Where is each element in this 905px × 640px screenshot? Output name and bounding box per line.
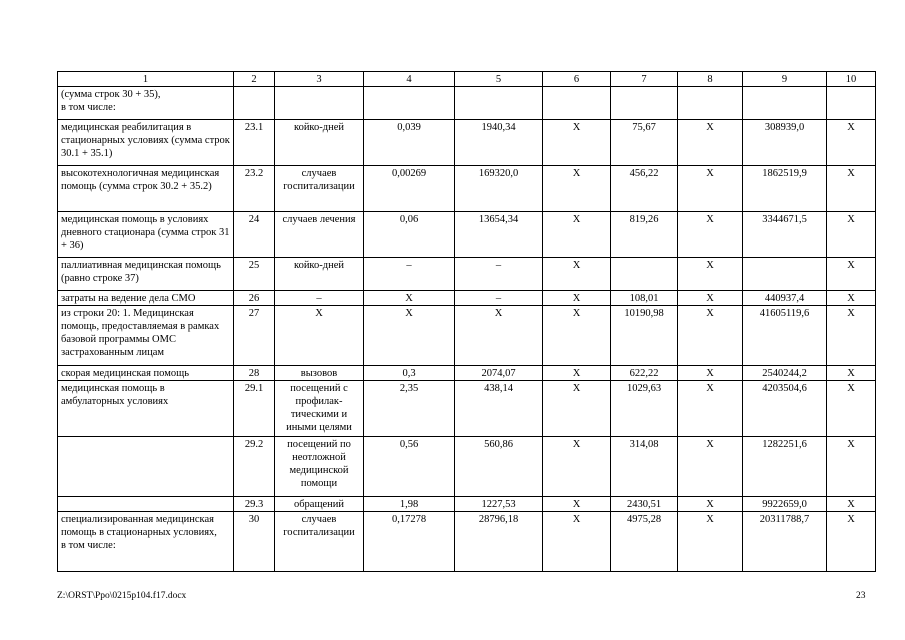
table-cell: 622,22 — [611, 366, 678, 381]
table-row — [58, 291, 876, 306]
table-cell: X — [827, 212, 876, 258]
table-cell — [678, 87, 743, 120]
table-cell: 4975,28 — [611, 512, 678, 572]
header-cell: 10 — [827, 72, 876, 87]
table-cell: X — [543, 366, 611, 381]
table-row — [58, 366, 876, 381]
table-cell: X — [543, 166, 611, 212]
table-row — [58, 258, 876, 291]
table-cell: X — [543, 212, 611, 258]
table-cell: 1,98 — [364, 497, 455, 512]
table-cell: X — [543, 258, 611, 291]
table-row — [58, 87, 876, 120]
header-cell: 1 — [58, 72, 234, 87]
table-cell: 169320,0 — [455, 166, 543, 212]
table-cell: 20311788,7 — [743, 512, 827, 572]
table-cell: 2,35 — [364, 381, 455, 437]
table-cell: – — [455, 258, 543, 291]
table-cell: 1227,53 — [455, 497, 543, 512]
table-cell: 0,06 — [364, 212, 455, 258]
table-cell: 29.1 — [234, 381, 275, 437]
table-cell: 3344671,5 — [743, 212, 827, 258]
table-cell: 2430,51 — [611, 497, 678, 512]
header-cell: 8 — [678, 72, 743, 87]
table-cell: X — [678, 381, 743, 437]
table-cell: X — [827, 366, 876, 381]
table-cell: 819,26 — [611, 212, 678, 258]
table-cell: X — [543, 120, 611, 166]
table-cell: 560,86 — [455, 437, 543, 497]
table-cell: 456,22 — [611, 166, 678, 212]
table-cell: 314,08 — [611, 437, 678, 497]
table-cell: 108,01 — [611, 291, 678, 306]
table-cell: койко-дней — [275, 120, 364, 166]
table-cell: 2074,07 — [455, 366, 543, 381]
table-cell — [234, 87, 275, 120]
table-cell: 0,3 — [364, 366, 455, 381]
table-cell: X — [678, 166, 743, 212]
table-cell: X — [543, 381, 611, 437]
row-label-cell — [58, 497, 234, 512]
table-cell: 23.2 — [234, 166, 275, 212]
table-cell: X — [827, 166, 876, 212]
table-cell: 0,039 — [364, 120, 455, 166]
row-label-cell: медицинская реабилитация в стационарных условиях (сумма строк 30.1 + 35.1) — [58, 120, 234, 166]
table-cell: 1029,63 — [611, 381, 678, 437]
header-cell: 5 — [455, 72, 543, 87]
table-row — [58, 166, 876, 212]
table-cell: 30 — [234, 512, 275, 572]
table-cell: 28796,18 — [455, 512, 543, 572]
table-cell: X — [543, 437, 611, 497]
header-cell: 4 — [364, 72, 455, 87]
table-cell: X — [678, 258, 743, 291]
table-cell: 29.2 — [234, 437, 275, 497]
row-label-cell: затраты на ведение дела СМО — [58, 291, 234, 306]
table-row — [58, 437, 876, 497]
table-cell: X — [827, 512, 876, 572]
table-cell: 440937,4 — [743, 291, 827, 306]
table-cell: X — [455, 306, 543, 366]
table-row — [58, 497, 876, 512]
table-cell: 4203504,6 — [743, 381, 827, 437]
table-cell: 1862519,9 — [743, 166, 827, 212]
table-cell: X — [275, 306, 364, 366]
table-cell: X — [678, 437, 743, 497]
table-cell: 308939,0 — [743, 120, 827, 166]
table-cell: 1282251,6 — [743, 437, 827, 497]
table-cell: X — [678, 212, 743, 258]
table-cell: X — [678, 512, 743, 572]
row-label-cell: из строки 20: 1. Медицинская помощь, предоставляемая в рамках базовой программы ОМС застрахованным лицам — [58, 306, 234, 366]
table-cell: X — [678, 497, 743, 512]
table-cell: X — [827, 306, 876, 366]
table-cell — [611, 87, 678, 120]
row-label-cell — [58, 437, 234, 497]
table-cell: X — [678, 291, 743, 306]
row-label-cell: (сумма строк 30 + 35), в том числе: — [58, 87, 234, 120]
table-cell: X — [543, 497, 611, 512]
table-cell — [364, 87, 455, 120]
table-cell: посещений по неотложной медицинской помощи — [275, 437, 364, 497]
header-cell: 3 — [275, 72, 364, 87]
table-cell — [543, 87, 611, 120]
table-cell — [455, 87, 543, 120]
table-cell: 24 — [234, 212, 275, 258]
row-label-cell: медицинская помощь в условиях дневного стационара (сумма строк 31 + 36) — [58, 212, 234, 258]
footer-file-path: Z:\ORST\Ppo\0215p104.f17.docx — [57, 591, 187, 601]
table-cell — [743, 87, 827, 120]
table-cell: 23.1 — [234, 120, 275, 166]
table-cell: X — [827, 497, 876, 512]
table-cell: X — [678, 306, 743, 366]
table-row — [58, 120, 876, 166]
table-cell: 1940,34 — [455, 120, 543, 166]
table-cell: X — [364, 306, 455, 366]
table-cell: – — [364, 258, 455, 291]
table-cell: 27 — [234, 306, 275, 366]
table-cell: 25 — [234, 258, 275, 291]
row-label-cell: медицинская помощь в амбулаторных условиях — [58, 381, 234, 437]
table-cell: X — [364, 291, 455, 306]
table-cell: X — [543, 306, 611, 366]
table-row — [58, 306, 876, 366]
row-label-cell: паллиативная медицинская помощь (равно строке 37) — [58, 258, 234, 291]
header-row — [58, 72, 876, 87]
row-label-cell: скорая медицинская помощь — [58, 366, 234, 381]
table-cell: X — [678, 366, 743, 381]
table-cell: 0,56 — [364, 437, 455, 497]
table-cell — [743, 258, 827, 291]
table-cell: случаев госпитализации — [275, 512, 364, 572]
table-cell: X — [827, 381, 876, 437]
table-cell: 2540244,2 — [743, 366, 827, 381]
table-cell: 29.3 — [234, 497, 275, 512]
table-cell: 41605119,6 — [743, 306, 827, 366]
table-cell: – — [455, 291, 543, 306]
header-cell: 2 — [234, 72, 275, 87]
table-cell: 75,67 — [611, 120, 678, 166]
table-cell: случаев госпитализации — [275, 166, 364, 212]
table-cell: X — [827, 258, 876, 291]
table-cell: 9922659,0 — [743, 497, 827, 512]
table-cell: X — [678, 120, 743, 166]
table-cell: 13654,34 — [455, 212, 543, 258]
tariff-table — [57, 71, 876, 572]
table-cell: 438,14 — [455, 381, 543, 437]
table-cell — [275, 87, 364, 120]
table-cell: – — [275, 291, 364, 306]
table-cell: X — [827, 291, 876, 306]
table-cell: 26 — [234, 291, 275, 306]
table-cell: X — [543, 291, 611, 306]
table-row — [58, 381, 876, 437]
table-cell: обращений — [275, 497, 364, 512]
footer-page-number: 23 — [856, 591, 866, 601]
table-cell: X — [543, 512, 611, 572]
table-cell: X — [827, 437, 876, 497]
table-cell — [611, 258, 678, 291]
header-cell: 6 — [543, 72, 611, 87]
table-cell: 28 — [234, 366, 275, 381]
table-cell: вызовов — [275, 366, 364, 381]
header-cell: 7 — [611, 72, 678, 87]
row-label-cell: высокотехнологичная медицинская помощь (сумма строк 30.2 + 35.2) — [58, 166, 234, 212]
table-row — [58, 512, 876, 572]
table-cell: 0,17278 — [364, 512, 455, 572]
table-cell: койко-дней — [275, 258, 364, 291]
table-cell: 10190,98 — [611, 306, 678, 366]
table-cell: посещений с профилак-тическими и иными целями — [275, 381, 364, 437]
table-cell: X — [827, 120, 876, 166]
table-cell: 0,00269 — [364, 166, 455, 212]
row-label-cell: специализированная медицинская помощь в стационарных условиях, в том числе: — [58, 512, 234, 572]
table-row — [58, 212, 876, 258]
table-cell: случаев лечения — [275, 212, 364, 258]
table-cell — [827, 87, 876, 120]
header-cell: 9 — [743, 72, 827, 87]
